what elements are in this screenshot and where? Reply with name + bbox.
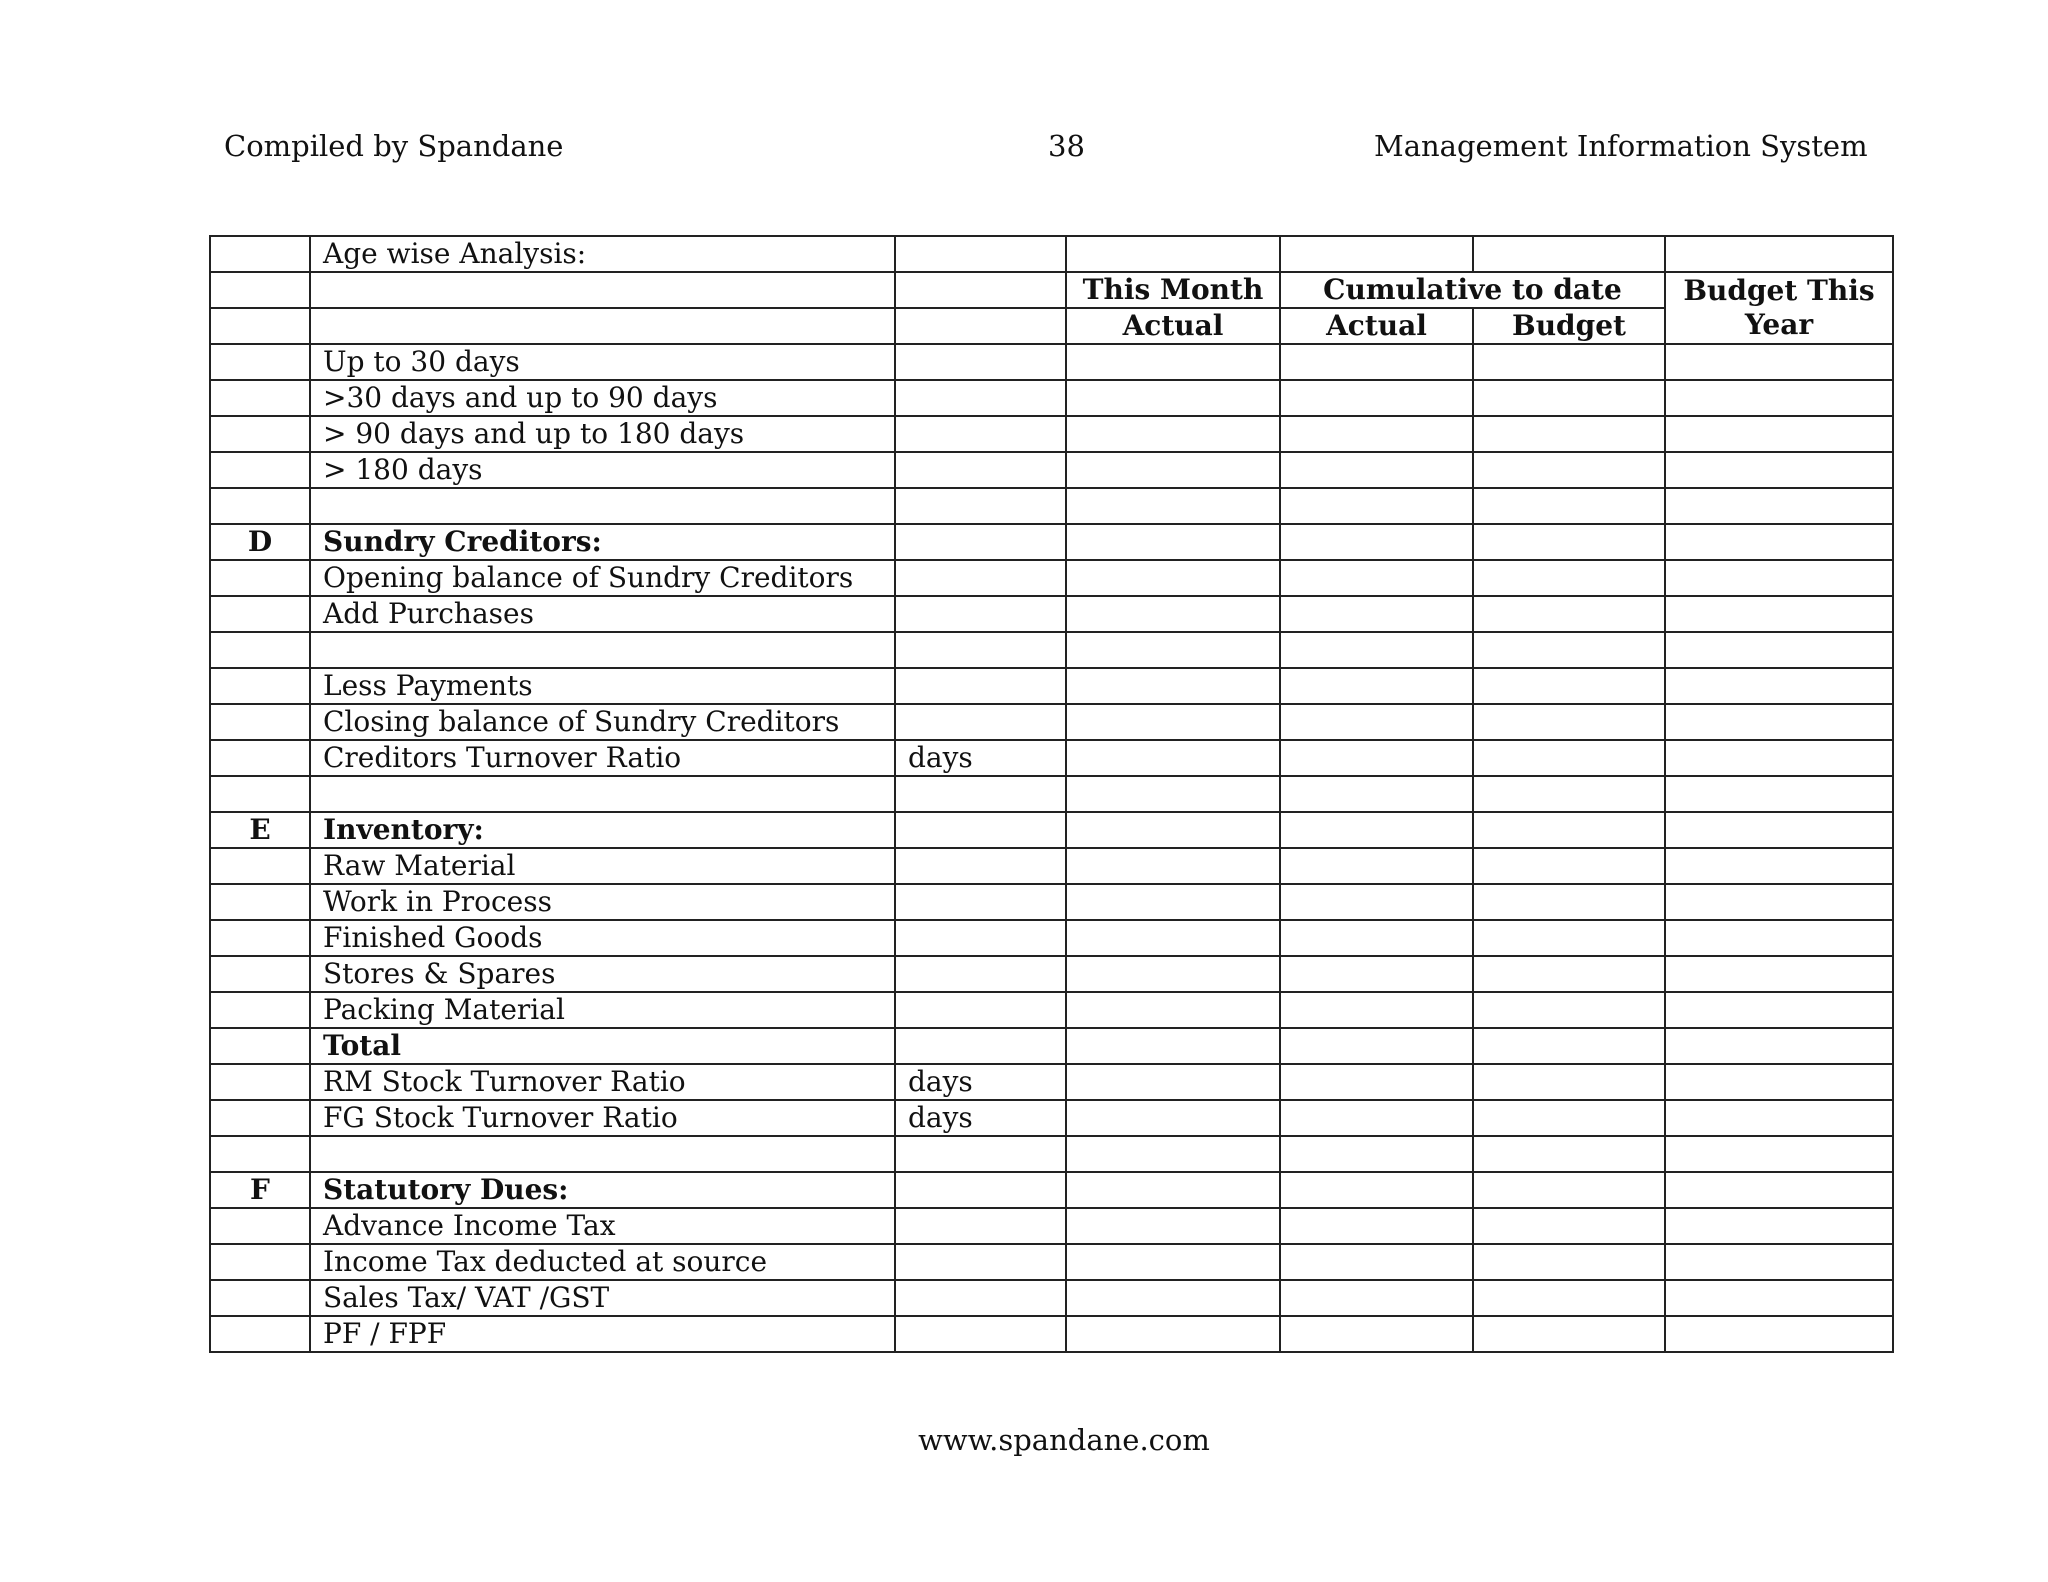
value-cell — [1473, 632, 1665, 668]
value-cell — [1280, 1280, 1473, 1316]
unit-cell — [895, 1136, 1066, 1172]
value-cell — [1066, 704, 1280, 740]
value-cell — [1280, 1100, 1473, 1136]
table-row — [210, 1316, 1893, 1352]
table-row — [210, 668, 1893, 704]
value-cell — [1066, 632, 1280, 668]
value-cell — [1473, 1316, 1665, 1352]
row-label-cell: Add Purchases — [310, 596, 895, 632]
section-letter-cell — [210, 668, 310, 704]
unit-cell — [895, 776, 1066, 812]
value-cell — [1473, 416, 1665, 452]
value-cell — [1066, 236, 1280, 272]
value-cell — [1665, 920, 1893, 956]
value-cell — [1665, 524, 1893, 560]
value-cell — [1280, 632, 1473, 668]
value-cell — [1665, 632, 1893, 668]
column-header-cumulative-to-date: Cumulative to date — [1280, 272, 1665, 308]
value-cell — [1473, 380, 1665, 416]
value-cell — [1280, 1064, 1473, 1100]
section-letter-cell: F — [210, 1172, 310, 1208]
page-number: 38 — [1048, 129, 1085, 163]
unit-cell — [895, 488, 1066, 524]
column-header-cumulative-actual: Actual — [1280, 308, 1473, 344]
row-label-cell: > 90 days and up to 180 days — [310, 416, 895, 452]
value-cell — [1066, 380, 1280, 416]
value-cell — [1280, 1028, 1473, 1064]
row-label-cell: Up to 30 days — [310, 344, 895, 380]
row-label-cell — [310, 1136, 895, 1172]
section-cell — [210, 272, 310, 308]
table-row — [210, 272, 1893, 308]
unit-cell — [895, 1028, 1066, 1064]
header-document-title: Management Information System — [1374, 129, 1868, 163]
row-label-cell: > 180 days — [310, 452, 895, 488]
value-cell — [1066, 1100, 1280, 1136]
unit-cell — [895, 1316, 1066, 1352]
value-cell — [1665, 1280, 1893, 1316]
unit-cell — [895, 632, 1066, 668]
header-compiled-by: Compiled by Spandane — [224, 129, 564, 163]
table-row — [210, 812, 1893, 848]
value-cell — [1280, 236, 1473, 272]
value-cell — [1066, 848, 1280, 884]
section-letter-cell: D — [210, 524, 310, 560]
unit-cell — [895, 1244, 1066, 1280]
unit-cell — [895, 848, 1066, 884]
value-cell — [1473, 956, 1665, 992]
row-label-cell: Closing balance of Sundry Creditors — [310, 704, 895, 740]
value-cell — [1665, 740, 1893, 776]
value-cell — [1473, 1208, 1665, 1244]
value-cell — [1665, 1028, 1893, 1064]
section-letter-cell — [210, 1028, 310, 1064]
unit-cell — [895, 668, 1066, 704]
value-cell — [1665, 344, 1893, 380]
value-cell — [1473, 848, 1665, 884]
value-cell — [1066, 1316, 1280, 1352]
table-row — [210, 380, 1893, 416]
table-row — [210, 1280, 1893, 1316]
mis-report-table — [209, 235, 1894, 1353]
section-letter-cell — [210, 884, 310, 920]
value-cell — [1665, 704, 1893, 740]
value-cell — [1473, 992, 1665, 1028]
section-letter-cell — [210, 956, 310, 992]
section-letter-cell — [210, 560, 310, 596]
unit-cell — [895, 308, 1066, 344]
section-letter-cell — [210, 920, 310, 956]
section-letter-cell — [210, 1100, 310, 1136]
value-cell — [1665, 812, 1893, 848]
column-header-month-actual: Actual — [1066, 308, 1280, 344]
table-row — [210, 1208, 1893, 1244]
unit-cell — [895, 1172, 1066, 1208]
row-label-cell: Work in Process — [310, 884, 895, 920]
table-row — [210, 632, 1893, 668]
value-cell — [1066, 1208, 1280, 1244]
value-cell — [1066, 1064, 1280, 1100]
section-letter-cell — [210, 848, 310, 884]
value-cell — [1066, 416, 1280, 452]
row-label-cell — [310, 776, 895, 812]
unit-cell — [895, 920, 1066, 956]
unit-cell — [895, 1208, 1066, 1244]
section-letter-cell — [210, 740, 310, 776]
section-cell — [210, 236, 310, 272]
row-label-cell: Opening balance of Sundry Creditors — [310, 560, 895, 596]
row-label-cell: Sundry Creditors: — [310, 524, 895, 560]
section-letter-cell — [210, 776, 310, 812]
value-cell — [1066, 812, 1280, 848]
value-cell — [1066, 668, 1280, 704]
table-row — [210, 1064, 1893, 1100]
row-label-cell: Creditors Turnover Ratio — [310, 740, 895, 776]
table-row — [210, 1244, 1893, 1280]
value-cell — [1066, 1280, 1280, 1316]
unit-cell — [895, 992, 1066, 1028]
value-cell — [1665, 1316, 1893, 1352]
value-cell — [1473, 704, 1665, 740]
value-cell — [1066, 560, 1280, 596]
value-cell — [1665, 668, 1893, 704]
section-letter-cell — [210, 1316, 310, 1352]
value-cell — [1665, 1136, 1893, 1172]
value-cell — [1066, 344, 1280, 380]
value-cell — [1665, 452, 1893, 488]
value-cell — [1280, 560, 1473, 596]
value-cell — [1665, 1064, 1893, 1100]
value-cell — [1280, 776, 1473, 812]
value-cell — [1280, 956, 1473, 992]
value-cell — [1665, 380, 1893, 416]
table-row — [210, 992, 1893, 1028]
table-row — [210, 344, 1893, 380]
row-label-cell: Raw Material — [310, 848, 895, 884]
value-cell — [1280, 1172, 1473, 1208]
value-cell — [1280, 812, 1473, 848]
value-cell — [1066, 1136, 1280, 1172]
row-label-cell: Sales Tax/ VAT /GST — [310, 1280, 895, 1316]
unit-cell — [895, 272, 1066, 308]
value-cell — [1473, 884, 1665, 920]
value-cell — [1665, 488, 1893, 524]
value-cell — [1066, 488, 1280, 524]
value-cell — [1473, 1280, 1665, 1316]
unit-cell — [895, 704, 1066, 740]
section-letter-cell — [210, 380, 310, 416]
row-label-cell: RM Stock Turnover Ratio — [310, 1064, 895, 1100]
value-cell — [1280, 1208, 1473, 1244]
section-letter-cell — [210, 1208, 310, 1244]
section-letter-cell — [210, 596, 310, 632]
unit-cell: days — [895, 1064, 1066, 1100]
value-cell — [1473, 524, 1665, 560]
value-cell — [1665, 560, 1893, 596]
section-letter-cell — [210, 344, 310, 380]
value-cell — [1665, 1208, 1893, 1244]
value-cell — [1665, 1100, 1893, 1136]
value-cell — [1280, 920, 1473, 956]
row-label-cell: PF / FPF — [310, 1316, 895, 1352]
table-row — [210, 560, 1893, 596]
value-cell — [1473, 1100, 1665, 1136]
table-row — [210, 308, 1893, 344]
section-letter-cell — [210, 452, 310, 488]
column-header-budget-this-year: Budget This Year — [1665, 272, 1893, 344]
value-cell — [1066, 776, 1280, 812]
mis-table-body — [210, 236, 1893, 1352]
unit-cell — [895, 812, 1066, 848]
value-cell — [1280, 848, 1473, 884]
table-row — [210, 1172, 1893, 1208]
value-cell — [1280, 992, 1473, 1028]
unit-cell — [895, 884, 1066, 920]
unit-cell — [895, 524, 1066, 560]
value-cell — [1473, 488, 1665, 524]
value-cell — [1066, 956, 1280, 992]
value-cell — [1280, 596, 1473, 632]
column-header-cumulative-budget: Budget — [1473, 308, 1665, 344]
section-letter-cell — [210, 992, 310, 1028]
row-label-cell: Advance Income Tax — [310, 1208, 895, 1244]
value-cell — [1066, 992, 1280, 1028]
footer-website-url: www.spandane.com — [918, 1423, 1210, 1457]
value-cell — [1665, 884, 1893, 920]
row-label-cell: Inventory: — [310, 812, 895, 848]
value-cell — [1066, 524, 1280, 560]
value-cell — [1280, 1316, 1473, 1352]
value-cell — [1280, 452, 1473, 488]
section-letter-cell — [210, 1136, 310, 1172]
section-letter-cell — [210, 1280, 310, 1316]
value-cell — [1280, 380, 1473, 416]
value-cell — [1473, 1244, 1665, 1280]
table-row — [210, 236, 1893, 272]
value-cell — [1066, 740, 1280, 776]
value-cell — [1665, 596, 1893, 632]
value-cell — [1280, 704, 1473, 740]
unit-cell — [895, 1280, 1066, 1316]
age-wise-analysis-label: Age wise Analysis: — [310, 236, 895, 272]
value-cell — [1665, 848, 1893, 884]
table-row — [210, 884, 1893, 920]
label-cell — [310, 308, 895, 344]
row-label-cell: Packing Material — [310, 992, 895, 1028]
value-cell — [1066, 452, 1280, 488]
unit-cell — [895, 956, 1066, 992]
unit-cell — [895, 344, 1066, 380]
section-letter-cell — [210, 632, 310, 668]
value-cell — [1473, 1064, 1665, 1100]
value-cell — [1473, 560, 1665, 596]
row-label-cell: Stores & Spares — [310, 956, 895, 992]
unit-cell — [895, 596, 1066, 632]
section-letter-cell — [210, 704, 310, 740]
row-label-cell: Statutory Dues: — [310, 1172, 895, 1208]
section-letter-cell — [210, 416, 310, 452]
row-label-cell: FG Stock Turnover Ratio — [310, 1100, 895, 1136]
value-cell — [1066, 596, 1280, 632]
table-row — [210, 704, 1893, 740]
value-cell — [1473, 668, 1665, 704]
value-cell — [1280, 668, 1473, 704]
label-cell — [310, 272, 895, 308]
value-cell — [1665, 416, 1893, 452]
table-row — [210, 452, 1893, 488]
row-label-cell — [310, 632, 895, 668]
table-row — [210, 848, 1893, 884]
unit-cell: days — [895, 1100, 1066, 1136]
value-cell — [1665, 776, 1893, 812]
value-cell — [1665, 1244, 1893, 1280]
value-cell — [1473, 1136, 1665, 1172]
table-row — [210, 416, 1893, 452]
value-cell — [1066, 1244, 1280, 1280]
value-cell — [1066, 1172, 1280, 1208]
value-cell — [1066, 920, 1280, 956]
value-cell — [1280, 344, 1473, 380]
row-label-cell: Total — [310, 1028, 895, 1064]
unit-cell: days — [895, 740, 1066, 776]
value-cell — [1473, 812, 1665, 848]
table-row — [210, 956, 1893, 992]
value-cell — [1473, 920, 1665, 956]
section-cell — [210, 308, 310, 344]
unit-cell — [895, 380, 1066, 416]
value-cell — [1665, 1172, 1893, 1208]
value-cell — [1280, 416, 1473, 452]
table-row — [210, 776, 1893, 812]
value-cell — [1280, 488, 1473, 524]
section-letter-cell — [210, 1244, 310, 1280]
value-cell — [1066, 1028, 1280, 1064]
section-letter-cell — [210, 488, 310, 524]
table-row — [210, 1100, 1893, 1136]
value-cell — [1665, 992, 1893, 1028]
value-cell — [1665, 956, 1893, 992]
table-row — [210, 488, 1893, 524]
table-row — [210, 740, 1893, 776]
value-cell — [1473, 776, 1665, 812]
row-label-cell: Income Tax deducted at source — [310, 1244, 895, 1280]
value-cell — [1473, 344, 1665, 380]
unit-cell — [895, 560, 1066, 596]
table-row — [210, 1136, 1893, 1172]
row-label-cell — [310, 488, 895, 524]
unit-cell — [895, 416, 1066, 452]
value-cell — [1280, 884, 1473, 920]
section-letter-cell: E — [210, 812, 310, 848]
table-row — [210, 1028, 1893, 1064]
section-letter-cell — [210, 1064, 310, 1100]
value-cell — [1473, 596, 1665, 632]
value-cell — [1280, 1136, 1473, 1172]
table-row — [210, 920, 1893, 956]
column-header-this-month: This Month — [1066, 272, 1280, 308]
value-cell — [1473, 1172, 1665, 1208]
table-row — [210, 596, 1893, 632]
value-cell — [1665, 236, 1893, 272]
row-label-cell: Finished Goods — [310, 920, 895, 956]
value-cell — [1473, 236, 1665, 272]
value-cell — [1280, 1244, 1473, 1280]
value-cell — [1473, 1028, 1665, 1064]
value-cell — [1473, 740, 1665, 776]
row-label-cell: >30 days and up to 90 days — [310, 380, 895, 416]
unit-cell — [895, 452, 1066, 488]
value-cell — [1473, 452, 1665, 488]
value-cell — [1066, 884, 1280, 920]
value-cell — [1280, 740, 1473, 776]
row-label-cell: Less Payments — [310, 668, 895, 704]
unit-cell — [895, 236, 1066, 272]
table-row — [210, 524, 1893, 560]
value-cell — [1280, 524, 1473, 560]
